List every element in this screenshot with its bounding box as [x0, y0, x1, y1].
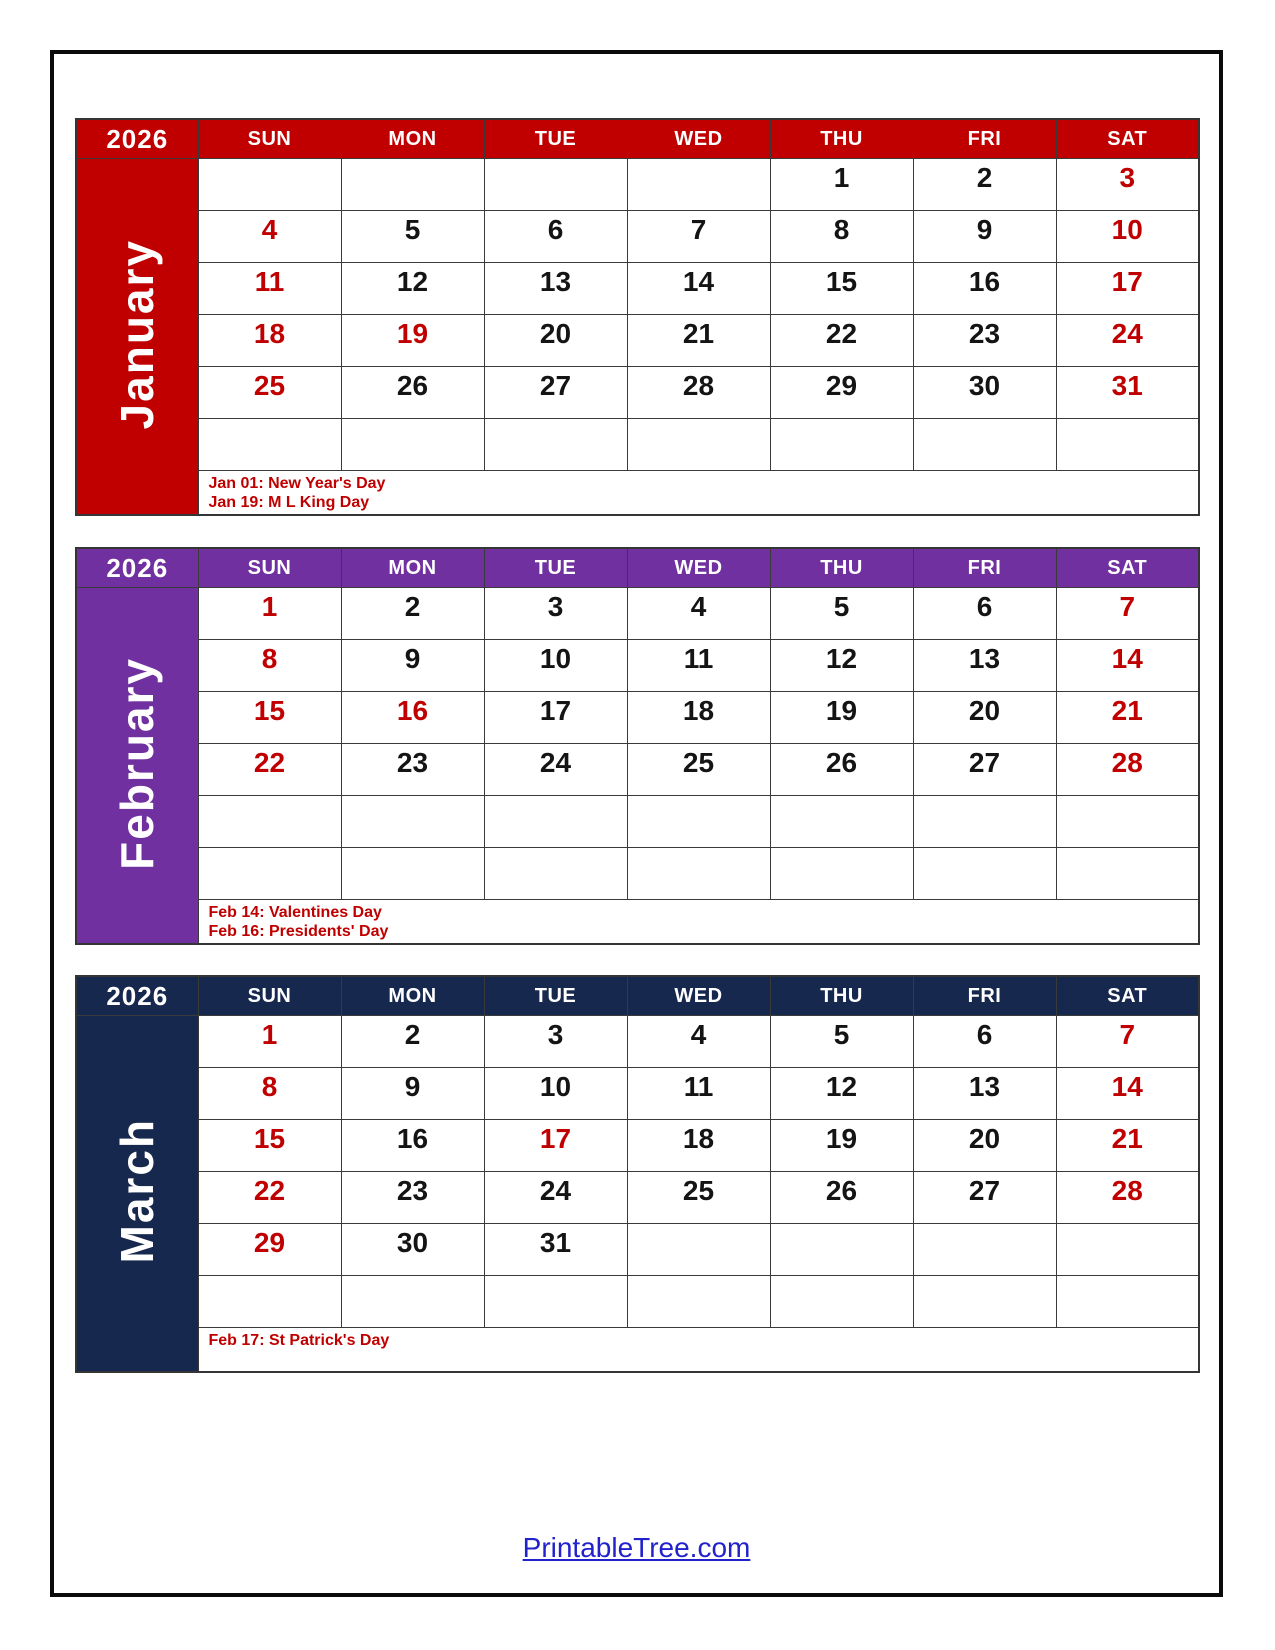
holiday-notes [198, 900, 1199, 945]
holiday-note: Feb 16: Presidents' Day [208, 923, 389, 940]
date-cell: 28 [1056, 1172, 1199, 1224]
date-cell: 10 [484, 640, 627, 692]
empty-date-cell [198, 419, 341, 471]
day-header-thu: THU [770, 976, 913, 1016]
date-cell: 25 [198, 367, 341, 419]
day-header-sun: SUN [198, 976, 341, 1016]
day-header-wed: WED [627, 548, 770, 588]
page-border-frame [50, 50, 1223, 1597]
date-cell: 2 [341, 1016, 484, 1068]
date-cell: 24 [484, 1172, 627, 1224]
empty-date-cell [198, 1276, 341, 1328]
empty-date-cell [627, 1224, 770, 1276]
empty-date-cell [627, 159, 770, 211]
date-cell: 5 [770, 1016, 913, 1068]
day-header-sat: SAT [1056, 976, 1199, 1016]
date-cell: 25 [627, 744, 770, 796]
date-cell: 14 [627, 263, 770, 315]
date-cell: 22 [198, 744, 341, 796]
holiday-notes [198, 1328, 1199, 1372]
date-cell: 13 [913, 640, 1056, 692]
date-cell: 11 [627, 640, 770, 692]
empty-date-cell [1056, 796, 1199, 848]
day-header-sat: SAT [1056, 119, 1199, 159]
day-header-thu: THU [770, 119, 913, 159]
date-cell: 21 [1056, 1120, 1199, 1172]
empty-date-cell [913, 419, 1056, 471]
day-header-fri: FRI [913, 119, 1056, 159]
empty-date-cell [770, 419, 913, 471]
date-cell: 14 [1056, 1068, 1199, 1120]
date-cell: 31 [1056, 367, 1199, 419]
date-cell: 16 [341, 692, 484, 744]
empty-date-cell [484, 848, 627, 900]
date-cell: 26 [770, 744, 913, 796]
date-cell: 7 [1056, 1016, 1199, 1068]
date-cell: 18 [627, 1120, 770, 1172]
date-cell: 20 [913, 692, 1056, 744]
year-label: 2026 [76, 548, 198, 588]
empty-date-cell [1056, 1276, 1199, 1328]
holiday-note: Jan 01: New Year's Day [208, 475, 386, 492]
empty-date-cell [627, 848, 770, 900]
date-cell: 4 [627, 588, 770, 640]
date-cell: 1 [770, 159, 913, 211]
year-label: 2026 [76, 119, 198, 159]
date-cell: 3 [484, 588, 627, 640]
empty-date-cell [770, 848, 913, 900]
march-notes-row [76, 1328, 1199, 1372]
empty-date-cell [341, 796, 484, 848]
date-cell: 3 [1056, 159, 1199, 211]
date-cell: 10 [1056, 211, 1199, 263]
empty-date-cell [341, 848, 484, 900]
empty-date-cell [913, 1276, 1056, 1328]
date-cell: 27 [913, 744, 1056, 796]
date-cell: 23 [913, 315, 1056, 367]
empty-date-cell [198, 796, 341, 848]
date-cell: 9 [341, 640, 484, 692]
date-cell: 15 [770, 263, 913, 315]
date-cell: 26 [770, 1172, 913, 1224]
date-cell: 3 [484, 1016, 627, 1068]
day-header-fri: FRI [913, 548, 1056, 588]
empty-date-cell [913, 848, 1056, 900]
month-section-january [75, 118, 1200, 516]
empty-date-cell [770, 1276, 913, 1328]
date-cell: 15 [198, 1120, 341, 1172]
month-section-february [75, 547, 1200, 945]
day-header-thu: THU [770, 548, 913, 588]
date-cell: 7 [1056, 588, 1199, 640]
february-header-row [76, 548, 1199, 588]
date-cell: 11 [198, 263, 341, 315]
january-header-row [76, 119, 1199, 159]
date-cell: 5 [770, 588, 913, 640]
holiday-note: Jan 19: M L King Day [208, 494, 370, 511]
date-cell: 8 [770, 211, 913, 263]
date-cell: 21 [627, 315, 770, 367]
date-cell: 17 [484, 1120, 627, 1172]
month-name-sidebar [76, 588, 198, 945]
date-cell: 13 [484, 263, 627, 315]
holiday-note: Feb 17: St Patrick's Day [208, 1332, 390, 1349]
empty-date-cell [627, 1276, 770, 1328]
date-cell: 9 [341, 1068, 484, 1120]
date-cell: 12 [770, 1068, 913, 1120]
day-header-sun: SUN [198, 548, 341, 588]
empty-date-cell [484, 159, 627, 211]
date-cell: 23 [341, 744, 484, 796]
date-cell: 17 [1056, 263, 1199, 315]
day-header-wed: WED [627, 976, 770, 1016]
date-cell: 14 [1056, 640, 1199, 692]
march-calendar-table [75, 975, 1200, 1373]
month-name-label: March [111, 1118, 164, 1264]
month-name-label: February [111, 656, 164, 870]
date-cell: 20 [484, 315, 627, 367]
date-cell: 31 [484, 1224, 627, 1276]
date-cell: 29 [770, 367, 913, 419]
empty-date-cell [913, 796, 1056, 848]
january-calendar-table [75, 118, 1200, 516]
day-header-mon: MON [341, 119, 484, 159]
empty-date-cell [1056, 1224, 1199, 1276]
date-cell: 16 [341, 1120, 484, 1172]
date-cell: 24 [1056, 315, 1199, 367]
empty-date-cell [198, 848, 341, 900]
day-header-tue: TUE [484, 548, 627, 588]
empty-date-cell [341, 159, 484, 211]
date-cell: 4 [198, 211, 341, 263]
month-name-label: January [111, 238, 164, 430]
date-cell: 28 [627, 367, 770, 419]
day-header-mon: MON [341, 976, 484, 1016]
date-cell: 23 [341, 1172, 484, 1224]
date-cell: 6 [913, 588, 1056, 640]
date-cell: 4 [627, 1016, 770, 1068]
empty-date-cell [913, 1224, 1056, 1276]
empty-date-cell [770, 1224, 913, 1276]
month-name-sidebar [76, 1016, 198, 1372]
empty-date-cell [484, 1276, 627, 1328]
date-cell: 18 [198, 315, 341, 367]
date-cell: 9 [913, 211, 1056, 263]
day-header-sat: SAT [1056, 548, 1199, 588]
empty-date-cell [198, 159, 341, 211]
date-cell: 22 [770, 315, 913, 367]
date-cell: 6 [484, 211, 627, 263]
date-cell: 6 [913, 1016, 1056, 1068]
date-cell: 15 [198, 692, 341, 744]
date-cell: 2 [913, 159, 1056, 211]
date-cell: 30 [913, 367, 1056, 419]
empty-date-cell [1056, 848, 1199, 900]
empty-date-cell [484, 419, 627, 471]
date-cell: 10 [484, 1068, 627, 1120]
month-name-sidebar [76, 159, 198, 516]
day-header-wed: WED [627, 119, 770, 159]
february-calendar-table [75, 547, 1200, 945]
empty-date-cell [341, 419, 484, 471]
empty-date-cell [1056, 419, 1199, 471]
date-cell: 12 [770, 640, 913, 692]
date-cell: 27 [484, 367, 627, 419]
month-section-march [75, 975, 1200, 1373]
date-cell: 21 [1056, 692, 1199, 744]
date-cell: 19 [770, 692, 913, 744]
date-cell: 5 [341, 211, 484, 263]
january-notes-row [76, 471, 1199, 516]
date-cell: 1 [198, 1016, 341, 1068]
date-cell: 12 [341, 263, 484, 315]
date-cell: 27 [913, 1172, 1056, 1224]
march-header-row [76, 976, 1199, 1016]
empty-date-cell [484, 796, 627, 848]
date-cell: 25 [627, 1172, 770, 1224]
date-cell: 22 [198, 1172, 341, 1224]
day-header-mon: MON [341, 548, 484, 588]
holiday-notes [198, 471, 1199, 516]
day-header-tue: TUE [484, 119, 627, 159]
date-cell: 20 [913, 1120, 1056, 1172]
date-cell: 26 [341, 367, 484, 419]
date-cell: 24 [484, 744, 627, 796]
date-cell: 19 [770, 1120, 913, 1172]
date-cell: 8 [198, 640, 341, 692]
february-notes-row [76, 900, 1199, 945]
date-cell: 7 [627, 211, 770, 263]
empty-date-cell [627, 796, 770, 848]
date-cell: 13 [913, 1068, 1056, 1120]
site-link[interactable]: PrintableTree.com [522, 1532, 751, 1563]
date-cell: 30 [341, 1224, 484, 1276]
day-header-fri: FRI [913, 976, 1056, 1016]
date-cell: 2 [341, 588, 484, 640]
empty-date-cell [770, 796, 913, 848]
empty-date-cell [341, 1276, 484, 1328]
date-cell: 1 [198, 588, 341, 640]
date-cell: 8 [198, 1068, 341, 1120]
date-cell: 18 [627, 692, 770, 744]
holiday-note: Feb 14: Valentines Day [208, 904, 382, 921]
date-cell: 28 [1056, 744, 1199, 796]
date-cell: 16 [913, 263, 1056, 315]
page-footer [54, 1532, 1219, 1564]
day-header-tue: TUE [484, 976, 627, 1016]
empty-date-cell [627, 419, 770, 471]
date-cell: 11 [627, 1068, 770, 1120]
day-header-sun: SUN [198, 119, 341, 159]
date-cell: 19 [341, 315, 484, 367]
date-cell: 29 [198, 1224, 341, 1276]
year-label: 2026 [76, 976, 198, 1016]
date-cell: 17 [484, 692, 627, 744]
